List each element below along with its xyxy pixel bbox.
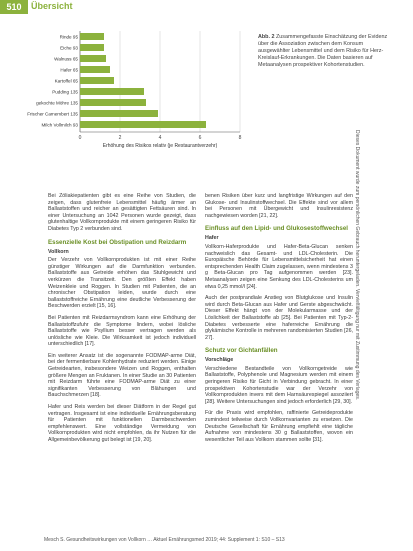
paragraph: Der Verzehr von Vollkornprodukten ist mit einer Reihe günstiger Wirkungen auf die Darmfunktion verbunden. Ballaststoffe aus Getreide erhöhen das Stuhlgewicht und verkürzen die Transitzeit. Den größten Effekt haben Weizenkleie und Roggen. In Studien mit Patienten, die an chronischer Obstipation leiden, wurde durch eine ballaststoffreiche Ernährung eine deutliche Verbesserung der Beschwerden erzielt [15, 16]. xyxy=(48,257,196,310)
bar-label: Milch Vollmilch 93 xyxy=(41,122,78,128)
bar xyxy=(80,33,104,40)
side-note-text: Dieses Dokument wurde zum persönlichen Gebrauch heruntergeladen. Vervielfältigung nur mit Zustimmung des Verlages. xyxy=(354,130,360,401)
paragraph: Hafer und Reis werden bei dieser Diätform in der Regel gut vertragen. Insgesamt ist eine individuelle Ernährungsberatung für Patienten mit funktionellen Darmbeschwerden empfehlenswert. Eine vollständige Vermeidung von Vollkornprodukten wird nicht empfohlen, da ihr Nutzen für die Allgemeinbevölkerung gut belegt ist [19, 20]. xyxy=(48,404,196,443)
paragraph: Bei Zöliakiepatienten gibt es eine Reihe von Studien, die zeigen, dass glutenfreie Lebensmittel häufig ärmer an Ballaststoffen und reicher an gesättigten Fettsäuren sind. In einer Untersuchung an 1042 Personen wurde gezeigt, dass glutenhaltige Vollkornprodukte mit einem geringeren Risiko für Diabetes Typ 2 verbunden sind. xyxy=(48,193,196,232)
left-column xyxy=(48,193,196,449)
x-tick-label: 6 xyxy=(198,135,202,141)
x-axis-label: Erhöhung des Risikos relativ (je Restaurantverzehr) xyxy=(102,143,218,149)
section-heading: Schutz vor Gichtanfällen xyxy=(205,347,278,355)
caption-text: Zusammengefasste Einschätzung der Evidenz über die Assoziation zwischen dem Konsum ausgewählter Lebensmittel und dem Risiko für Herz-Kreislauf-Erkrankungen. Die Daten basieren auf Metaanalysen prospektiver Kohortenstudien. xyxy=(258,34,388,68)
x-tick-label: 2 xyxy=(118,135,122,141)
x-tick-label: 0 xyxy=(78,135,82,141)
bar xyxy=(80,66,110,73)
paragraph: Ein weiterer Ansatz ist die sogenannte FODMAP-arme Diät, bei der fermentierbare Kohlenhydrate reduziert werden. Einige Getreidearten, insbesondere Weizen und Roggen, enthalten größere Mengen an Fruktanen. In einer Studie an 30 Patienten mit Reizdarm führte eine FODMAP-arme Diät zu einer signifikanten Verbesserung von Blähungen und Bauchschmerzen [18]. xyxy=(48,352,196,399)
bar-chart xyxy=(27,29,250,151)
page-footer: Mesch S. Gesundheitswirkungen von Vollkorn … Aktuel Ernährungsmed 2019; 44: Supplement 1: S10 – S13 xyxy=(44,537,285,543)
bar xyxy=(80,110,158,117)
subheading: Vollkorn xyxy=(48,248,69,255)
bar xyxy=(80,99,146,106)
section-heading: Einfluss auf den Lipid- und Glukosestoffwechsel xyxy=(205,225,349,233)
figure-caption xyxy=(258,34,388,69)
paragraph: Vollkorn-Haferprodukte und Hafer-Beta-Glucan senken nachweislich das Gesamt- und LDL-Cholesterin. Die Europäische Behörde für Lebensmittelsicherheit hat einen entsprechenden Health Claim zugelassen, wenn mindestens 3 g Beta-Glucan pro Tag aufgenommen werden [23]. Metaanalysen zeigen eine Senkung des LDL-Cholesterins um etwa 0,25 mmol/l [24]. xyxy=(205,243,353,290)
right-column xyxy=(205,193,353,448)
bar xyxy=(80,88,144,95)
bar xyxy=(80,77,114,84)
bar xyxy=(80,55,106,62)
x-tick-label: 8 xyxy=(238,135,242,141)
bar xyxy=(80,44,104,51)
section-title: Übersicht xyxy=(31,1,73,11)
paragraph: benen Risiken über kurz und langfristige Wirkungen auf den Glukose- und Insulinstoffwechsel. Die Effekte sind vor allem bei Personen mit Übergewicht und Insulinresistenz nachgewiesen worden [21, 22]. xyxy=(205,193,353,219)
subheading: Hafer xyxy=(205,235,219,242)
x-tick-label: 4 xyxy=(158,135,162,141)
bar-label: Hafer 65 xyxy=(60,67,78,73)
paragraph: Auch der postprandiale Anstieg von Blutglukose und Insulin wird durch Beta-Glucan aus Hafer und Gerste abgeschwächt. Dieser Effekt hängt von der Molekularmasse und der Löslichkeit der Ballaststoffe ab [25]. Bei Patienten mit Typ-2-Diabetes verbesserte eine haferreiche Ernährung die glykämische Kontrolle in mehreren randomisierten Studien [26, 27]. xyxy=(205,295,353,341)
paragraph: Bei Patienten mit Reizdarmsyndrom kann eine Erhöhung der Ballaststoffzufuhr die Symptome lindern, wobei lösliche Ballaststoffe wie Psyllium besser vertragen werden als unlösliche wie Kleie. Die Wirksamkeit ist jedoch individuell unterschiedlich [17]. xyxy=(48,314,196,348)
bar-label: Walnuss 65 xyxy=(54,56,78,62)
paragraph: Für die Praxis wird empfohlen, raffinierte Getreideprodukte zumindest teilweise durch Vollkornvarianten zu ersetzen. Die Deutsche Gesellschaft für Ernährung empfiehlt eine tägliche Aufnahme von mindestens 30 g Ballaststoffen, wovon ein wesentlicher Teil aus Vollkorn stammen sollte [31]. xyxy=(205,410,353,443)
page-number: 510 xyxy=(0,0,28,14)
bar-label: Frischer Camembert 135 xyxy=(27,111,78,117)
bar-label: Eiche 93 xyxy=(60,45,78,51)
bar-label: Rinde 95 xyxy=(59,34,78,40)
subheading: Vorschläge xyxy=(205,357,234,364)
bar xyxy=(80,121,206,128)
paragraph: Verschiedene Bestandteile von Vollkorngetreide wie Ballaststoffe, Polyphenole und Magnesium werden mit einem geringeren Risiko für Gicht in Verbindung gebracht. In einer prospektiven Kohortenstudie war der Verzehr von Vollkornprodukten invers mit dem Harnsäurespiegel assoziiert [28]. Weitere Untersuchungen sind jedoch erforderlich [29, 30]. xyxy=(205,365,353,405)
bar-label: gekochte Möhre 135 xyxy=(36,100,78,106)
bar-label: Pudding 135 xyxy=(52,89,78,95)
bar-label: Kartoffel 65 xyxy=(54,78,78,84)
caption-label: Abb. 2 xyxy=(258,34,275,40)
section-heading: Essenzielle Kost bei Obstipation und Reizdarm xyxy=(48,238,187,246)
